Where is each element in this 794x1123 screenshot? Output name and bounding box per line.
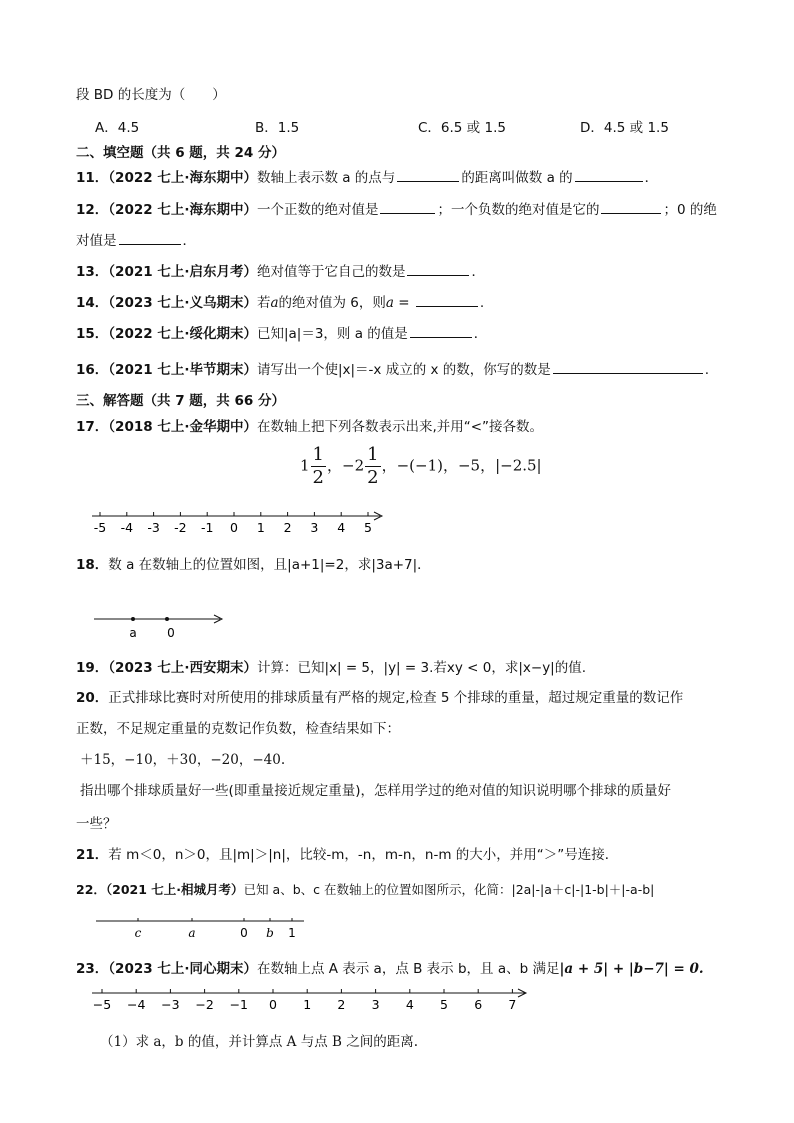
- question-21: [76, 843, 618, 863]
- q22-axis-tick-label: 0: [240, 926, 248, 940]
- question-12-cont: [76, 229, 196, 249]
- q12-text-b: ；一个负数的绝对值是它的: [437, 202, 600, 218]
- q11-blank-2[interactable]: [575, 168, 643, 182]
- q12-blank-3[interactable]: [119, 231, 181, 245]
- q23-axis-tick-label: −4: [126, 997, 146, 1012]
- q15-blank[interactable]: [410, 324, 472, 338]
- q23-axis-tick-label: −3: [161, 997, 180, 1012]
- q23-axis-tick-label: −1: [229, 997, 249, 1012]
- q22-source: （2021 七上·相城月考）: [105, 882, 244, 897]
- q20-line-b: 正数，不足规定重量的克数记作负数，检查结果如下：: [76, 721, 400, 737]
- q11-text-a: 数轴上表示数 a 的点与: [256, 170, 396, 186]
- q16-text-a: 请写出一个使|x|＝-x 成立的 x 的数，你写的数是: [256, 362, 551, 378]
- q17-whole: 1: [300, 456, 310, 475]
- q20-line-d: 指出哪个排球质量好一些(即重量接近规定重量)，怎样用学过的绝对值的知识说明哪个排球的质量好: [80, 783, 672, 799]
- section2-title: 二、填空题（共 6 题，共 24 分）: [76, 145, 285, 161]
- q17-source: （2018 七上·金华期中）: [108, 419, 257, 435]
- q17-axis-tick-label: -3: [147, 520, 160, 535]
- q15-text-a: 已知|a|＝3，则 a 的值是: [256, 326, 408, 342]
- q17-axis-tick-label: -2: [174, 520, 187, 535]
- question-15: [76, 322, 487, 342]
- q16-text-b: .: [704, 362, 710, 378]
- q17-axis-tick-label: 5: [364, 520, 372, 535]
- q14-number: 14．: [76, 295, 109, 311]
- q10-option-c: C．6.5 或 1.5: [418, 120, 506, 136]
- q16-number: 16．: [76, 362, 109, 378]
- q19-source: （2023 七上·西安期末）: [108, 660, 257, 676]
- q23-number-line: [88, 985, 538, 1017]
- q12-text-c: ；0 的绝: [663, 202, 717, 218]
- q17-axis-tick-label: -1: [200, 520, 214, 535]
- q10-tail: 段 BD 的长度为（ ）: [76, 87, 226, 103]
- q17-axis-tick-label: 2: [283, 520, 292, 535]
- q17-expression: [300, 444, 542, 489]
- q22-axis-tick-label: a: [188, 926, 196, 940]
- q20-line-c: ＋15，−10，＋30，−20，−40.: [80, 752, 286, 768]
- q11-source: （2022 七上·海东期中）: [108, 170, 257, 186]
- q23-equation: |a + 5| + |b−7| = 0.: [559, 961, 704, 977]
- question-19: [76, 656, 586, 676]
- q23-axis-tick-label: −5: [92, 997, 112, 1012]
- q17-frac1-num: 1: [312, 444, 324, 465]
- q17-axis-tick-label: 3: [310, 520, 319, 535]
- q14-source: （2023 七上·义乌期末）: [108, 295, 257, 311]
- q14-text-a: 若: [256, 295, 271, 311]
- q13-text-a: 绝对值等于它自己的数是: [256, 264, 406, 280]
- q10-option-b: B．1.5: [255, 120, 300, 136]
- question-18: [76, 553, 431, 573]
- question-17: [76, 415, 543, 435]
- q14-var: a: [270, 295, 279, 311]
- q15-text-b: ．: [473, 326, 488, 342]
- q23-part-1: （1）求 a，b 的值，并计算点 A 与点 B 之间的距离.: [100, 1034, 418, 1050]
- q22-number: 22．: [76, 882, 106, 897]
- q17-number: 17．: [76, 419, 109, 435]
- q17-axis-tick-label: 4: [337, 520, 346, 535]
- q17-axis-tick-label: -4: [120, 520, 134, 535]
- q18-text: 数 a 在数轴上的位置如图，且|a+1|=2，求|3a+7|．: [108, 557, 431, 573]
- q23-axis-tick-label: 6: [474, 997, 483, 1012]
- q18-label-a: a: [129, 626, 137, 640]
- section3-title: 三、解答题（共 7 题，共 66 分）: [76, 393, 285, 409]
- q17-frac2-num: 1: [367, 444, 379, 465]
- q12-source: （2022 七上·海东期中）: [108, 202, 257, 218]
- q17-frac2-den: 2: [367, 467, 379, 488]
- q12-blank-2[interactable]: [601, 200, 661, 214]
- q14-text-c: a =: [385, 295, 414, 311]
- q16-blank[interactable]: [553, 360, 703, 374]
- q12-text-e: ．: [182, 233, 196, 249]
- q23-axis-tick-label: 3: [371, 997, 380, 1012]
- q13-source: （2021 七上·启东月考）: [108, 264, 257, 280]
- q18-label-0: 0: [167, 626, 175, 640]
- question-11: [76, 166, 658, 186]
- q23-axis-tick-label: 4: [405, 997, 414, 1012]
- q17-text: 在数轴上把下列各数表示出来,并用“<”接各数。: [256, 419, 544, 435]
- q22-axis-tick-label: c: [134, 926, 142, 940]
- q12-number: 12．: [76, 202, 109, 218]
- q23-axis-tick-label: 7: [508, 997, 517, 1012]
- q13-text-b: ．: [471, 264, 485, 280]
- q10-option-a: A．4.5: [95, 120, 140, 136]
- q21-number: 21．: [76, 847, 109, 863]
- q11-text-c: ．: [644, 170, 659, 186]
- q13-blank[interactable]: [407, 262, 469, 276]
- q12-text-a: 一个正数的绝对值是: [256, 202, 379, 218]
- q18-number: 18．: [76, 557, 109, 573]
- q23-source: （2023 七上·同心期末）: [108, 961, 257, 977]
- q15-number: 15．: [76, 326, 109, 342]
- q23-axis-tick-label: −2: [195, 997, 214, 1012]
- q21-text: 若 m＜0，n＞0，且|m|＞|n|，比较-m，-n，m-n，n-m 的大小，并用“＞”号连接．: [108, 847, 619, 863]
- question-23: [76, 957, 704, 977]
- q22-text: 已知 a、b、c 在数轴上的位置如图所示，化简：|2a|-|a＋c|-|1-b|＋|-a-b|: [243, 882, 655, 897]
- q14-text-b: 的绝对值为 6，则: [278, 295, 386, 311]
- q11-number: 11．: [76, 170, 109, 186]
- q17-sep: ，−2: [327, 456, 365, 475]
- question-12: [76, 198, 717, 218]
- q16-source: （2021 七上·毕节期末）: [108, 362, 257, 378]
- q17-fraction-1: [311, 444, 326, 489]
- q23-axis-tick-label: 1: [303, 997, 312, 1012]
- q20-text-a: 正式排球比赛时对所使用的排球质量有严格的规定,检查 5 个排球的重量，超过规定重量的数记作: [108, 690, 684, 706]
- q14-text-d: .: [479, 295, 485, 311]
- q19-text: 计算：已知|x| = 5，|y| = 3.若xy < 0，求|x−y|的值.: [256, 660, 587, 676]
- q17-rest: ，−(−1)，−5，|−2.5|: [381, 456, 542, 475]
- q12-blank-1[interactable]: [380, 200, 435, 214]
- q20-line-e: 一些？: [76, 816, 117, 832]
- q17-fraction-2: [365, 444, 380, 489]
- q10-option-d: D．4.5 或 1.5: [580, 120, 669, 136]
- question-22: [76, 880, 654, 898]
- q11-blank-1[interactable]: [397, 168, 459, 182]
- q17-frac1-den: 2: [312, 467, 324, 488]
- q23-axis-tick-label: 0: [269, 997, 277, 1012]
- q13-number: 13．: [76, 264, 109, 280]
- q15-source: （2022 七上·绥化期末）: [108, 326, 257, 342]
- q23-text-a: 在数轴上点 A 表示 a，点 B 表示 b，且 a、b 满足: [256, 961, 560, 977]
- q17-axis-tick-label: 0: [230, 520, 238, 535]
- q18-number-line: [90, 611, 230, 643]
- q23-axis-tick-label: 5: [440, 997, 448, 1012]
- q20-number: 20．: [76, 690, 109, 706]
- q17-axis-tick-label: -5: [93, 520, 107, 535]
- q23-axis-tick-label: 2: [337, 997, 346, 1012]
- q22-number-line: [92, 913, 312, 943]
- q22-axis-tick-label: 1: [288, 926, 296, 940]
- q18-point-a: [131, 617, 135, 621]
- q11-text-b: 的距离叫做数 a 的: [461, 170, 573, 186]
- question-13: [76, 260, 485, 280]
- question-14: [76, 291, 484, 311]
- q22-axis-tick-label: b: [266, 926, 274, 940]
- q17-number-line: [88, 508, 388, 538]
- q19-number: 19．: [76, 660, 109, 676]
- q12-text-d: 对值是: [76, 233, 117, 249]
- q18-point-0: [165, 617, 169, 621]
- q23-number: 23．: [76, 961, 109, 977]
- question-20: [76, 686, 683, 706]
- q17-axis-tick-label: 1: [256, 520, 265, 535]
- q14-blank[interactable]: [416, 293, 478, 307]
- question-16: [76, 358, 709, 378]
